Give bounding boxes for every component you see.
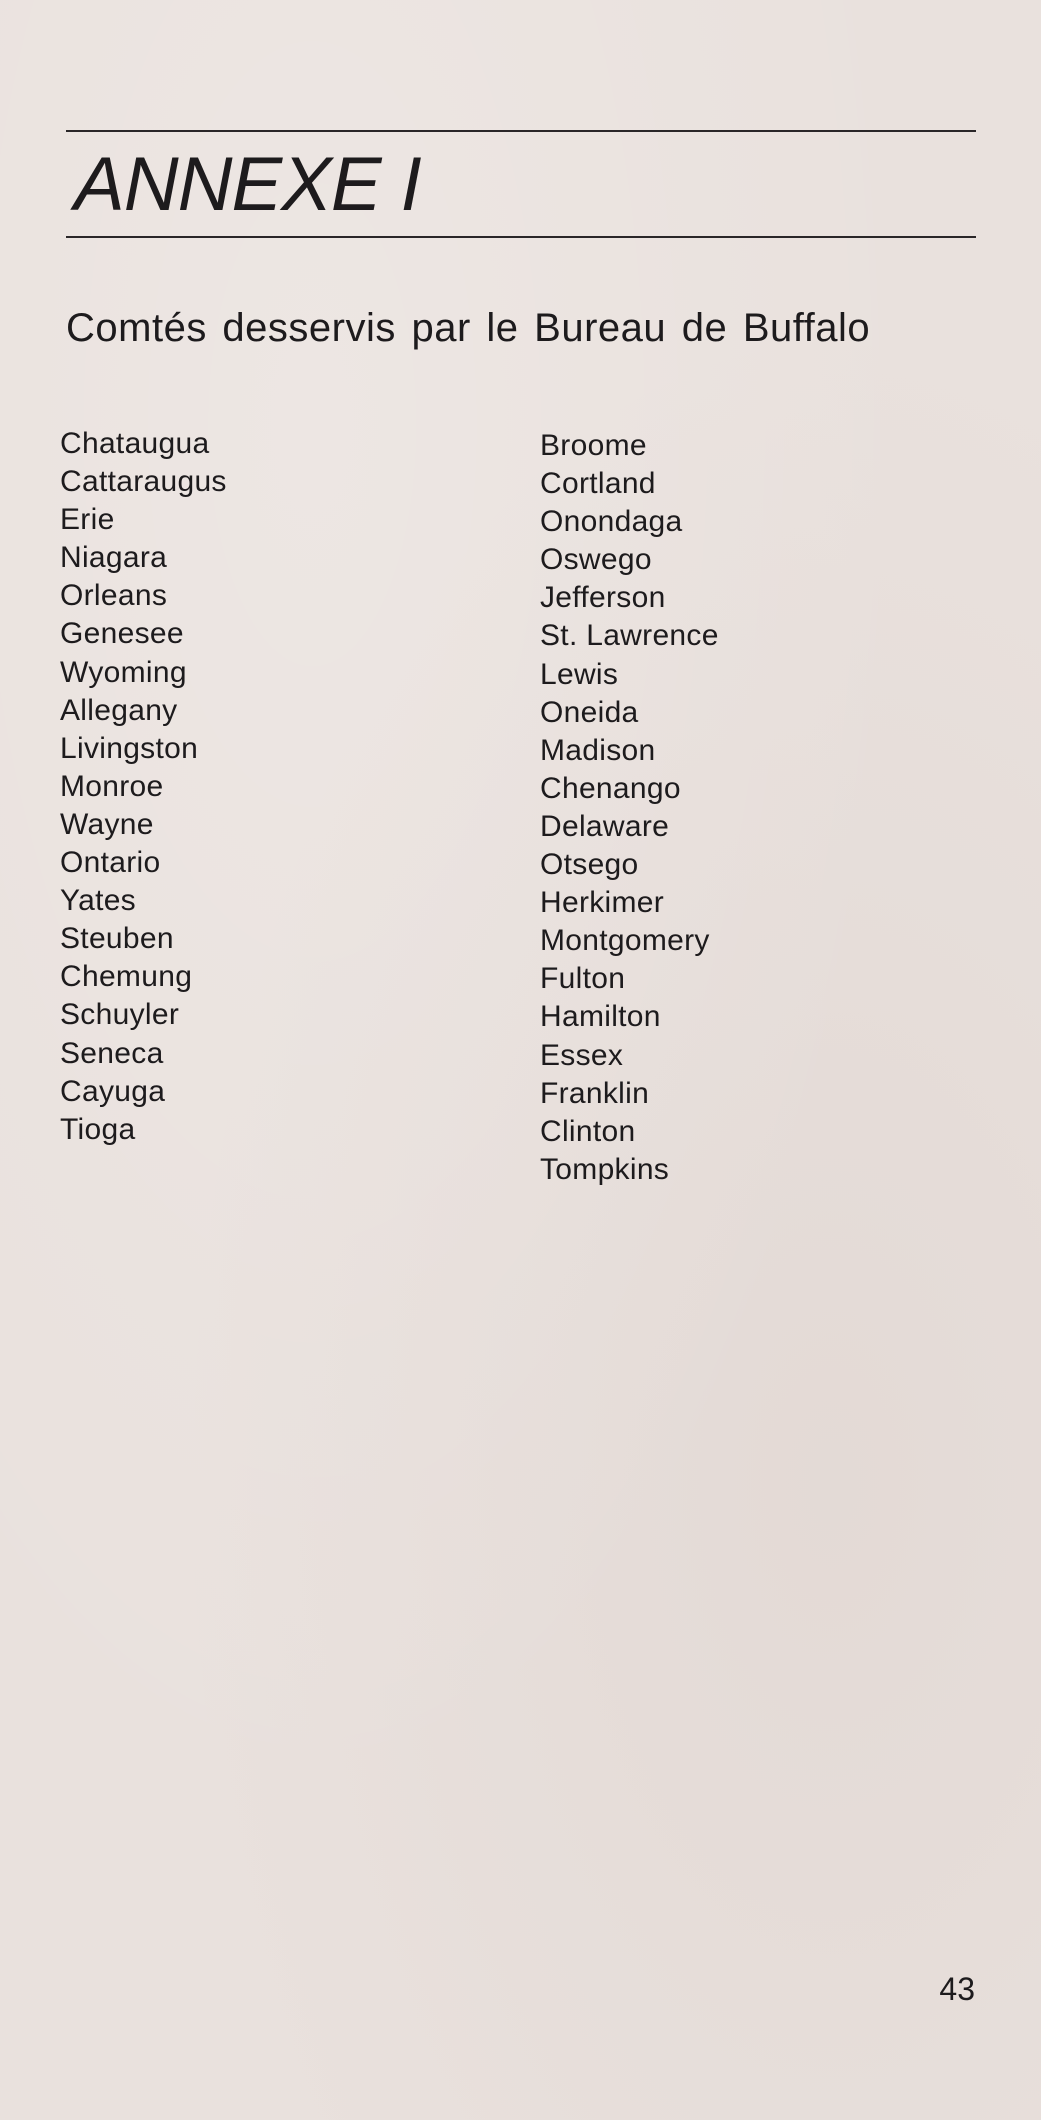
list-item: Wyoming (60, 655, 187, 689)
list-item: Onondaga (540, 505, 683, 539)
list-item: Schuyler (60, 998, 180, 1032)
list-item: Jefferson (540, 581, 666, 615)
list-item: Lewis (540, 657, 619, 691)
list-item: Chataugua (60, 427, 210, 460)
list-item: Seneca (60, 1036, 164, 1070)
section-subtitle: Comtés desservis par le Bureau de Buffalo (66, 306, 871, 350)
list-item: Wayne (60, 807, 154, 841)
list-item: Delaware (540, 809, 670, 843)
list-item: Montgomery (540, 924, 710, 958)
list-item: Niagara (60, 541, 168, 575)
county-list-left (60, 425, 227, 1149)
list-item: Cayuga (60, 1074, 166, 1108)
list-item: Fulton (540, 962, 626, 996)
list-item: Chenango (540, 771, 681, 805)
list-item: Cattaraugus (60, 465, 227, 499)
list-item: Oswego (540, 543, 652, 577)
list-item: Chemung (60, 960, 193, 994)
list-item: Livingston (60, 731, 199, 765)
list-item: St. Lawrence (540, 619, 719, 653)
list-item: Yates (60, 884, 136, 918)
list-item: Monroe (60, 769, 164, 803)
title-rule-top (66, 130, 976, 132)
list-item: Hamilton (540, 1000, 661, 1034)
list-item: Tioga (60, 1112, 136, 1146)
list-item: Herkimer (540, 886, 665, 920)
title-rule-bottom (66, 236, 976, 238)
list-item: Genesee (60, 617, 184, 651)
list-item: Clinton (540, 1114, 636, 1148)
list-item: Madison (540, 733, 656, 767)
list-item: Erie (60, 503, 115, 537)
list-item: Essex (540, 1038, 624, 1072)
county-list-right (540, 427, 719, 1189)
list-item: Ontario (60, 846, 161, 880)
list-item: Otsego (540, 848, 639, 882)
list-item: Allegany (60, 693, 178, 727)
list-item: Cortland (540, 467, 656, 501)
page-title: ANNEXE I (74, 142, 421, 227)
list-item: Tompkins (540, 1152, 670, 1186)
list-item: Orleans (60, 579, 168, 613)
page-number: 43 (939, 1971, 975, 2007)
list-item: Oneida (540, 695, 639, 729)
list-item: Franklin (540, 1076, 650, 1110)
list-item: Broome (540, 429, 647, 462)
list-item: Steuben (60, 922, 174, 956)
